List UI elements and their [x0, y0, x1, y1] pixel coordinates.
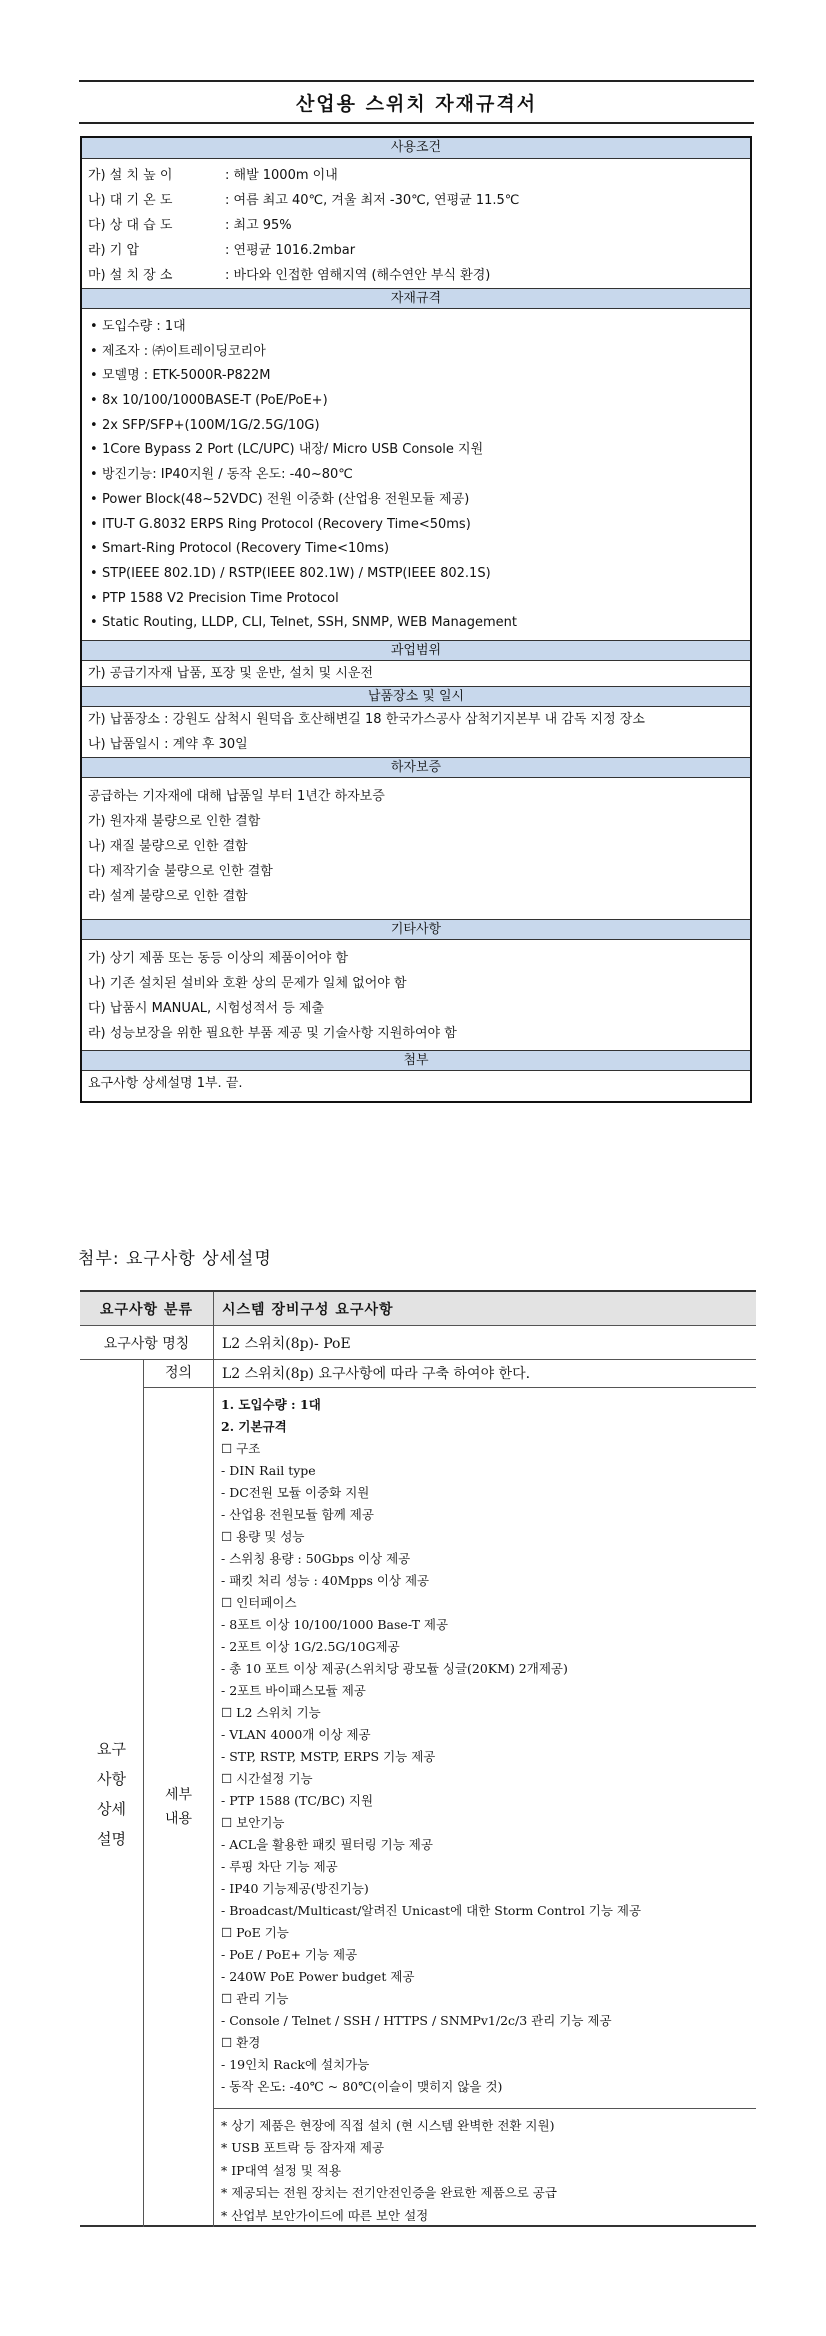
others-list [82, 946, 750, 1046]
material-item [82, 562, 750, 587]
materials-heading: 자재규격 [82, 288, 750, 309]
material-text: Static Routing, LLDP, CLI, Telnet, SSH, SNMP, WEB Management [102, 615, 517, 631]
condition-value: : 해발 1000m 이내 [225, 168, 338, 183]
requirement-line: - 산업용 전원모듈 함께 제공 [221, 1506, 374, 1522]
others-item: 다) 납품시 MANUAL, 시험성적서 등 제출 [88, 1000, 325, 1016]
requirement-line: ☐ L2 스위치 기능 [221, 1704, 321, 1720]
condition-label: 라) 기 압 [88, 243, 140, 258]
group-label-word: 요구 [97, 1739, 126, 1758]
requirement-line: ☐ 인터페이스 [221, 1594, 297, 1610]
material-text: PTP 1588 V2 Precision Time Protocol [102, 590, 339, 606]
bullet-icon: • [90, 368, 98, 384]
requirements-section-title: 첨부: 요구사항 상세설명 [78, 1249, 272, 1269]
condition-row [82, 263, 750, 288]
requirement-line: - Broadcast/Multicast/알려진 Unicast에 대한 Storm Control 기능 제공 [221, 1902, 642, 1918]
note-line: * 산업부 보안가이드에 따른 보안 설정 [221, 2207, 429, 2223]
requirement-line: ☐ 구조 [221, 1440, 261, 1456]
requirement-line: - 동작 온도: -40℃ ~ 80℃(이슬이 맺히지 않을 것) [221, 2078, 503, 2094]
requirement-line: - 19인치 Rack에 설치가능 [221, 2056, 370, 2072]
content-label-word: 세부 [164, 1787, 193, 1804]
material-item [82, 414, 750, 439]
material-item [82, 513, 750, 538]
requirement-line: ☐ 용량 및 성능 [221, 1528, 305, 1544]
bullet-icon: • [90, 467, 98, 483]
definition-value: L2 스위치(8p) 요구사항에 따라 구축 하여야 한다. [222, 1366, 531, 1383]
bullet-icon: • [90, 417, 98, 433]
warranty-item: 다) 제작기술 불량으로 인한 결함 [88, 863, 273, 879]
bullet-icon: • [90, 319, 98, 334]
material-item [82, 315, 750, 340]
requirements-table [80, 1290, 756, 2227]
bullet-icon: • [90, 615, 98, 631]
note-line: * IP대역 설정 및 적용 [221, 2162, 342, 2178]
notes-list [214, 2108, 756, 2228]
condition-row [82, 213, 750, 238]
condition-value: : 바다와 인접한 염해지역 (해수연안 부식 환경) [225, 268, 491, 283]
requirement-line: ☐ 관리 기능 [221, 1990, 289, 2006]
material-item [82, 463, 750, 488]
requirement-line: ☐ 환경 [221, 2034, 261, 2050]
note-line: * USB 포트락 등 잠자재 제공 [221, 2140, 385, 2155]
condition-label: 나) 대 기 온 도 [88, 193, 173, 208]
requirement-line: ☐ PoE 기능 [221, 1924, 289, 1940]
requirement-line: - STP, RSTP, MSTP, ERPS 기능 제공 [221, 1748, 436, 1764]
attachment-heading: 첨부 [82, 1050, 750, 1071]
requirement-line: - DC전원 모듈 이중화 지원 [221, 1484, 370, 1500]
warranty-item: 공급하는 기자재에 대해 납품일 부터 1년간 하자보증 [88, 788, 385, 804]
detail-right [144, 1360, 756, 2227]
bullet-icon: • [90, 343, 98, 359]
material-item [82, 537, 750, 562]
bullet-icon: • [90, 541, 98, 557]
bullet-icon: • [90, 442, 98, 458]
material-item [82, 587, 750, 612]
requirement-line: - DIN Rail type [221, 1462, 316, 1478]
group-label-word: 사항 [97, 1769, 126, 1788]
requirement-line: ☐ 보안기능 [221, 1814, 285, 1830]
condition-row [82, 238, 750, 263]
attachment-list [82, 1071, 750, 1096]
requirement-line: - 루핑 차단 기능 제공 [221, 1858, 338, 1874]
delivery-item: 나) 납품일시 : 계약 후 30일 [88, 736, 248, 752]
requirement-line: - PTP 1588 (TC/BC) 지원 [221, 1792, 374, 1808]
requirement-line: - 8포트 이상 10/100/1000 Base-T 제공 [221, 1616, 449, 1632]
material-text: 제조자 : ㈜이트레이딩코리아 [102, 343, 266, 359]
condition-row [82, 163, 750, 188]
material-item [82, 340, 750, 365]
condition-value: : 연평균 1016.2mbar [225, 243, 356, 258]
bullet-icon: • [90, 565, 98, 581]
material-text: 방진기능: IP40지원 / 동작 온도: -40~80℃ [102, 467, 353, 483]
others-item: 나) 기존 설치된 설비와 호환 상의 문제가 일체 없어야 함 [88, 975, 407, 991]
material-item [82, 364, 750, 389]
group-label-word: 상세 [97, 1799, 126, 1818]
material-item [82, 488, 750, 513]
condition-label: 마) 설 치 장 소 [88, 268, 173, 283]
material-text: 1Core Bypass 2 Port (LC/UPC) 내장/ Micro USB Console 지원 [102, 442, 484, 458]
category-row [80, 1292, 756, 1326]
requirement-line: - VLAN 4000개 이상 제공 [221, 1726, 371, 1742]
scope-item: 가) 공급기자재 납품, 포장 및 운반, 설치 및 시운전 [88, 665, 373, 681]
document-title: 산업용 스위치 자재규격서 [295, 92, 538, 115]
warranty-heading: 하자보증 [82, 757, 750, 778]
warranty-list [82, 784, 750, 909]
content-label-text [165, 1783, 192, 1831]
delivery-list [82, 707, 750, 757]
warranty-item: 나) 재질 불량으로 인한 결함 [88, 838, 248, 854]
conditions-list [82, 163, 750, 288]
material-text: Smart-Ring Protocol (Recovery Time<10ms) [102, 541, 390, 557]
bullet-icon: • [90, 516, 98, 532]
warranty-item: 라) 설계 불량으로 인한 결함 [88, 888, 248, 904]
requirement-line: - 스위칭 용량 : 50Gbps 이상 제공 [221, 1550, 411, 1566]
bullet-icon: • [90, 393, 98, 409]
material-item [82, 611, 750, 636]
scope-list [82, 661, 750, 686]
material-text: Power Block(48~52VDC) 전원 이중화 (산업용 전원모듈 제공) [102, 491, 470, 507]
material-item [82, 438, 750, 463]
category-value: 시스템 장비구성 요구사항 [222, 1301, 394, 1318]
content-label [144, 1388, 214, 2228]
detail-body [80, 1360, 756, 2227]
spec-table [80, 136, 752, 1103]
requirement-line: - PoE / PoE+ 기능 제공 [221, 1946, 358, 1962]
requirement-line: - 240W PoE Power budget 제공 [221, 1968, 415, 1984]
detail-group-text [97, 1734, 126, 1854]
detail-group-label [80, 1360, 144, 2227]
name-value: L2 스위치(8p)- PoE [222, 1335, 351, 1352]
material-text: STP(IEEE 802.1D) / RSTP(IEEE 802.1W) / MSTP(IEEE 802.1S) [102, 565, 491, 581]
requirement-line: - IP40 기능제공(방진기능) [221, 1880, 369, 1896]
requirement-line: - 패킷 처리 성능 : 40Mpps 이상 제공 [221, 1572, 430, 1588]
bullet-icon: • [90, 491, 98, 507]
note-line: * 상기 제품은 현장에 직접 설치 (현 시스템 완벽한 전환 지원) [221, 2117, 555, 2133]
condition-value: : 여름 최고 40℃, 겨울 최저 -30℃, 연평균 11.5℃ [225, 193, 520, 208]
requirement-line: - Console / Telnet / SSH / HTTPS / SNMPv1/2c/3 관리 기능 제공 [221, 2012, 612, 2028]
condition-label: 가) 설 치 높 이 [88, 168, 173, 183]
material-text: 2x SFP/SFP+(100M/1G/2.5G/10G) [102, 417, 320, 433]
requirement-list [214, 1388, 756, 2108]
requirement-line: - ACL을 활용한 패킷 필터링 기능 제공 [221, 1836, 433, 1852]
material-text: 모델명 : ETK-5000R-P822M [102, 368, 271, 384]
content-row [144, 1388, 756, 2228]
scope-heading: 과업범위 [82, 640, 750, 661]
condition-value: : 최고 95% [225, 218, 292, 233]
name-row [80, 1326, 756, 1360]
material-text: ITU-T G.8032 ERPS Ring Protocol (Recovery Time<50ms) [102, 516, 471, 532]
material-text: 8x 10/100/1000BASE-T (PoE/PoE+) [102, 393, 328, 409]
delivery-item: 가) 납품장소 : 강원도 삼척시 원덕읍 호산해변길 18 한국가스공사 삼척기지본부 내 감독 지정 장소 [88, 711, 645, 727]
condition-label: 다) 상 대 습 도 [88, 218, 173, 233]
requirement-line: - 총 10 포트 이상 제공(스위치당 광모듈 싱글(20KM) 2개제공) [221, 1660, 568, 1676]
others-item: 라) 성능보장을 위한 필요한 부품 제공 및 기술사항 지원하여야 함 [88, 1025, 457, 1041]
condition-row [82, 188, 750, 213]
bullet-icon: • [90, 590, 98, 606]
others-heading: 기타사항 [82, 919, 750, 940]
definition-row [144, 1360, 756, 1388]
category-label: 요구사항 분류 [80, 1292, 214, 1325]
material-text: 도입수량 : 1대 [102, 319, 186, 334]
requirement-line: - 2포트 이상 1G/2.5G/10G제공 [221, 1638, 400, 1654]
name-label: 요구사항 명칭 [80, 1326, 214, 1359]
others-item: 가) 상기 제품 또는 동등 이상의 제품이어야 함 [88, 950, 349, 966]
requirement-line: ☐ 시간설정 기능 [221, 1770, 313, 1786]
requirement-line: 1. 도입수량 : 1대 [221, 1396, 321, 1412]
content-lines [214, 1388, 756, 2228]
materials-list [82, 315, 750, 636]
attachment-item: 요구사항 상세설명 1부. 끝. [88, 1075, 243, 1091]
delivery-heading: 납품장소 및 일시 [82, 686, 750, 707]
material-item [82, 389, 750, 414]
content-label-word: 내용 [164, 1811, 193, 1828]
conditions-heading: 사용조건 [82, 138, 750, 159]
definition-label: 정의 [144, 1360, 214, 1387]
document-title-box [79, 80, 754, 124]
note-line: * 제공되는 전원 장치는 전기안전인증을 완료한 제품으로 공급 [221, 2185, 557, 2200]
requirement-line: - 2포트 바이패스모듈 제공 [221, 1682, 366, 1698]
warranty-item: 가) 원자재 불량으로 인한 결함 [88, 813, 261, 829]
requirement-line: 2. 기본규격 [221, 1418, 287, 1434]
group-label-word: 설명 [97, 1829, 126, 1848]
